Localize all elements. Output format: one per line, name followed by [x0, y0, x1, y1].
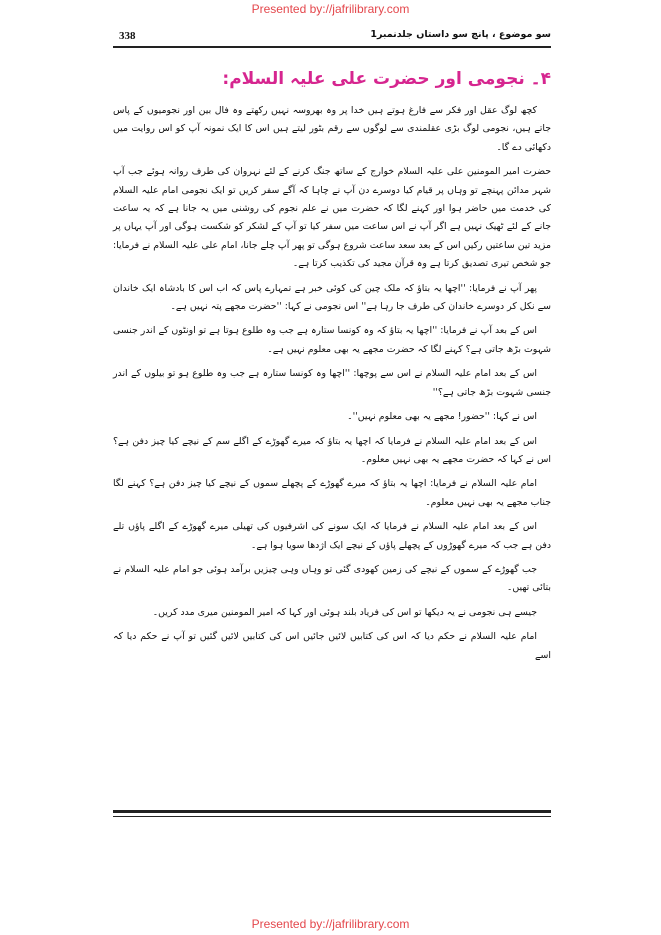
- paragraph: اس کے بعد امام علیہ السلام نے اس سے پوچھا: ''اچھا وہ کونسا ستارہ ہے جب وہ طلوع ہو تو بیلوں کے اندر جنسی شہوت بڑھ جاتی ہے؟'': [113, 368, 551, 398]
- body-text: [113, 102, 551, 671]
- running-title: سو موضوع ، پانچ سو داستاں جلدنمبر1: [370, 29, 551, 40]
- watermark-top: Presented by://jafrilibrary.com: [251, 2, 410, 16]
- paragraph: اس کے بعد امام علیہ السلام نے فرمایا کہ ایک سونے کی اشرفیوں کی تھیلی میرے گھوڑے کے اگلے پاؤں تلے دفن ہے جب کہ میرے گھوڑوں کے پچھلے پاؤں کے نیچے ایک اژدھا سویا ہوا ہے۔: [113, 521, 551, 551]
- watermark-bottom: Presented by://jafrilibrary.com: [251, 917, 410, 931]
- paragraph: جیسے ہی نجومی نے یہ دیکھا تو اس کی فریاد بلند ہوئی اور کہا کہ امیر المومنین میری مدد کریں۔: [152, 606, 537, 618]
- page-header: [113, 26, 551, 48]
- page-number: 338: [119, 30, 136, 42]
- paragraph: اس کے بعد امام علیہ السلام نے فرمایا کہ اچھا یہ بتاؤ کہ میرے گھوڑے کے اگلے سم کے نیچے کیا چیز دفن ہے؟ اس نے کہا کہ حضرت مجھے یہ بھی نہیں معلوم۔: [113, 435, 551, 465]
- paragraph: حضرت امیر المومنین علی علیہ السلام خوارج کے ساتھ جنگ کرنے کے لئے نہروان کی طرف روانہ ہوئے جب آپ شہر مدائن پہنچے تو وہاں پر قیام کیا دوسرے دن آپ نے چاہا کہ آگے سفر کریں تو ایک نجومی امام علیہ السلام کی خدمت میں حاضر ہوا اور کہنے لگا کہ حضرت میں نے علم نجوم کی روشنی میں یہ جانا ہے کہ یہ ساعت جانے کے لئے ٹھیک نہیں ہے اگر آپ نے اس ساعت میں سفر کیا تو آپ کے لشکر کو شکست ہوگی اور آپ یہاں پر مزید تین ساعتیں رکیں اس کے بعد سعد ساعت شروع ہوگی تو پھر آپ چلے جانا، امام علی علیہ السلام نے فرمایا: جو شخص تیری تصدیق کرتا ہے وہ قرآن مجید کی تکذیب کرتا ہے۔: [113, 166, 551, 270]
- paragraph: امام علیہ السلام نے فرمایا: اچھا یہ بتاؤ کہ میرے گھوڑے کے پچھلے سموں کے نیچے کیا چیز دفن ہے؟ کہنے لگا جناب مجھے یہ بھی نہیں معلوم۔: [113, 478, 551, 508]
- footer-rule-thick: [113, 810, 551, 813]
- paragraph: جب گھوڑے کے سموں کے نیچے کی زمین کھودی گئی تو وہاں وہی چیزیں برآمد ہوئی جو امام علیہ السلام نے بتائی تھیں۔: [113, 563, 551, 594]
- section-heading: ۴۔ نجومی اور حضرت علی علیہ السلام:: [222, 69, 551, 89]
- paragraph: کچھ لوگ عقل اور فکر سے فارغ ہوتے ہیں خدا پر وہ بھروسہ نہیں رکھتے وہ فال بین اور نجومیوں کے پاس جاتے ہیں، نجومی لوگ بڑی عقلمندی سے لوگوں سے رقم بٹور لیتے ہیں اس کا ایک نمونہ آپ کو اس روایت میں دکھائی دے گا۔: [113, 105, 551, 153]
- paragraph: امام علیہ السلام نے حکم دیا کہ اس کی کتابیں لائیں جائیں اس کی کتابیں لائیں گئیں تو آپ نے حکم دیا کہ اسے: [113, 631, 551, 661]
- paragraph: پھر آپ نے فرمایا: ''اچھا یہ بتاؤ کہ ملک چین کی کوئی خبر ہے تمہارے پاس کہ اب اس کا بادشاہ ایک خاندان سے نکل کر دوسرے خاندان کی طرف جا رہا ہے'' اس نجومی نے کہا: ''حضرت مجھے پتہ نہیں ہے۔: [113, 282, 551, 313]
- footer-rule-thin: [113, 816, 551, 817]
- paragraph: اس نے کہا: ''حضور! مجھے یہ بھی معلوم نہیں''۔: [347, 411, 537, 423]
- header-rule: [113, 46, 551, 48]
- paragraph: اس کے بعد آپ نے فرمایا: ''اچھا یہ بتاؤ کہ وہ کونسا ستارہ ہے جب وہ طلوع ہوتا ہے تو اونٹوں کے اندر جنسی شہوت بڑھ جاتی ہے؟ کہنے لگا کہ حضرت مجھے یہ بھی معلوم نہیں ہے۔: [113, 325, 551, 355]
